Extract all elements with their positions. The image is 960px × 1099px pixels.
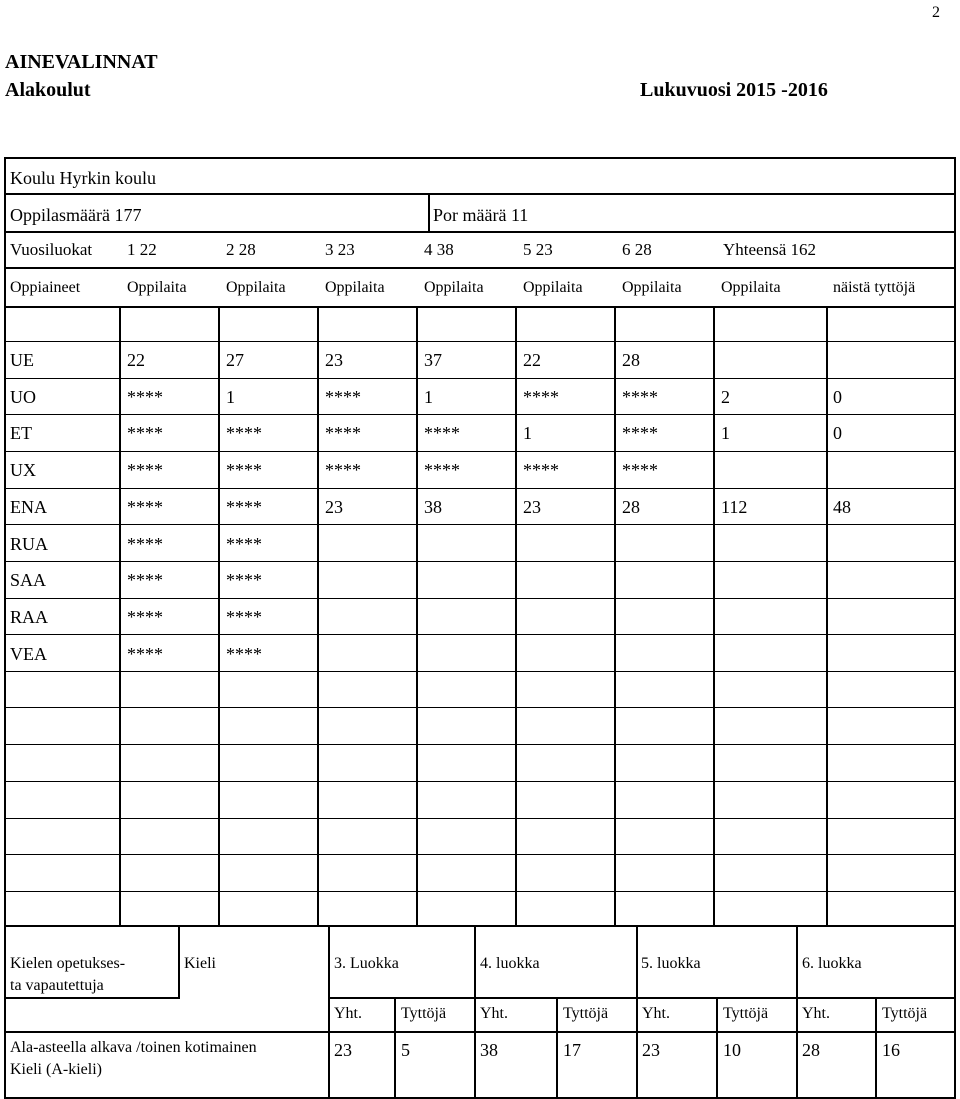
subject-name: UX xyxy=(10,460,36,480)
subject-cell: 37 xyxy=(424,350,442,370)
subject-cell: 22 xyxy=(127,350,145,370)
subject-cell: **** xyxy=(325,423,361,443)
subject-cell: 0 xyxy=(833,387,842,407)
subject-cell: **** xyxy=(127,607,163,627)
rule xyxy=(4,414,956,415)
subject-name: UE xyxy=(10,350,34,370)
exempt-label: Kielen opetukses- xyxy=(10,955,126,972)
subject-cell: **** xyxy=(226,460,262,480)
subject-cell: **** xyxy=(226,607,262,627)
subject-cell: 48 xyxy=(833,497,851,517)
subject-cell: **** xyxy=(226,497,262,517)
rule xyxy=(636,925,638,1099)
sub-header: Yht. xyxy=(480,1005,508,1022)
rule xyxy=(713,306,715,925)
rule xyxy=(4,818,956,819)
rule xyxy=(4,451,956,452)
subject-cell: **** xyxy=(127,534,163,554)
sub-header: Tyttöjä xyxy=(723,1005,769,1022)
grade-4: 4 38 xyxy=(424,240,454,259)
rule xyxy=(4,744,956,745)
rule xyxy=(4,341,956,342)
subject-cell: **** xyxy=(622,387,658,407)
school-name: Koulu Hyrkin koulu xyxy=(10,168,156,188)
grades-label: Vuosiluokat xyxy=(10,240,93,259)
grade-6: 6 28 xyxy=(622,240,652,259)
rule xyxy=(474,925,476,1099)
rule xyxy=(218,306,220,925)
page-number: 2 xyxy=(932,4,940,21)
subject-cell: 112 xyxy=(721,497,748,517)
rule xyxy=(416,306,418,925)
language-value: 17 xyxy=(563,1040,581,1060)
grade-header: 6. luokka xyxy=(802,955,862,972)
language-value: 28 xyxy=(802,1040,820,1060)
rule xyxy=(4,193,956,195)
column-header: Oppilaita xyxy=(424,279,484,296)
rule xyxy=(4,925,956,927)
column-header: Oppilaita xyxy=(523,279,583,296)
rule xyxy=(4,781,956,782)
subject-cell: **** xyxy=(127,460,163,480)
rule xyxy=(428,193,430,231)
sub-header: Tyttöjä xyxy=(401,1005,447,1022)
subject-name: ENA xyxy=(10,497,47,517)
rule xyxy=(394,997,396,1099)
sub-header: Yht. xyxy=(642,1005,670,1022)
grade-header: 5. luokka xyxy=(641,955,701,972)
subject-cell: **** xyxy=(226,644,262,664)
rule xyxy=(4,891,956,892)
subject-cell: **** xyxy=(622,460,658,480)
rule xyxy=(4,231,956,233)
document-title: AINEVALINNAT xyxy=(5,51,158,73)
subject-cell: 1 xyxy=(523,423,532,443)
subject-cell: **** xyxy=(226,534,262,554)
grade-5: 5 23 xyxy=(523,240,553,259)
subject-cell: 28 xyxy=(622,497,640,517)
rule xyxy=(328,997,956,999)
grade-header: 3. Luokka xyxy=(334,955,399,972)
subject-cell: 23 xyxy=(523,497,541,517)
grade-2: 2 28 xyxy=(226,240,256,259)
column-header: Oppiaineet xyxy=(10,279,81,296)
subject-cell: **** xyxy=(523,387,559,407)
language-value: 23 xyxy=(642,1040,660,1060)
sub-header: Tyttöjä xyxy=(882,1005,928,1022)
language-label: Kieli xyxy=(184,955,216,972)
subject-cell: 1 xyxy=(226,387,235,407)
subject-name: VEA xyxy=(10,644,47,664)
subject-name: UO xyxy=(10,387,36,407)
subject-cell: **** xyxy=(424,460,460,480)
rule xyxy=(515,306,517,925)
subject-cell: 1 xyxy=(721,423,730,443)
rule xyxy=(4,306,956,308)
rule xyxy=(875,997,877,1099)
rule xyxy=(4,997,180,999)
rule xyxy=(119,306,121,925)
rule xyxy=(4,598,956,599)
sub-header: Yht. xyxy=(334,1005,362,1022)
exempt-label: ta vapautettuja xyxy=(10,977,104,994)
rule xyxy=(4,634,956,635)
sub-header: Yht. xyxy=(802,1005,830,1022)
grade-3: 3 23 xyxy=(325,240,355,259)
subject-cell: **** xyxy=(325,387,361,407)
rule xyxy=(614,306,616,925)
rule xyxy=(4,267,956,269)
subject-cell: 1 xyxy=(424,387,433,407)
subject-cell: **** xyxy=(622,423,658,443)
rule xyxy=(317,306,319,925)
a-language-label: Ala-asteella alkava /toinen kotimainen xyxy=(10,1039,257,1056)
subject-name: RUA xyxy=(10,534,49,554)
sub-header: Tyttöjä xyxy=(563,1005,609,1022)
rule xyxy=(4,707,956,708)
rule xyxy=(826,306,828,925)
language-value: 16 xyxy=(882,1040,900,1060)
subject-cell: **** xyxy=(127,423,163,443)
column-header: Oppilaita xyxy=(127,279,187,296)
rule xyxy=(4,671,956,672)
rule xyxy=(4,488,956,489)
column-header: Oppilaita xyxy=(721,279,781,296)
rule xyxy=(4,561,956,562)
subject-cell: **** xyxy=(226,570,262,590)
column-header: Oppilaita xyxy=(325,279,385,296)
subject-name: ET xyxy=(10,423,32,443)
column-header: Oppilaita xyxy=(226,279,286,296)
subject-cell: 23 xyxy=(325,497,343,517)
subject-cell: **** xyxy=(127,644,163,664)
rule xyxy=(556,997,558,1099)
subject-cell: **** xyxy=(226,423,262,443)
rule xyxy=(178,925,180,997)
language-value: 38 xyxy=(480,1040,498,1060)
a-language-label: Kieli (A-kieli) xyxy=(10,1061,102,1078)
document-subtitle: Alakoulut xyxy=(5,79,91,101)
subject-cell: 38 xyxy=(424,497,442,517)
column-header: näistä tyttöjä xyxy=(833,279,916,296)
student-count: Oppilasmäärä 177 xyxy=(10,205,142,225)
language-value: 5 xyxy=(401,1040,410,1060)
subject-cell: 28 xyxy=(622,350,640,370)
subject-cell: **** xyxy=(424,423,460,443)
grade-header: 4. luokka xyxy=(480,955,540,972)
subject-cell: **** xyxy=(127,387,163,407)
rule xyxy=(716,997,718,1099)
subject-name: RAA xyxy=(10,607,49,627)
subject-cell: **** xyxy=(127,570,163,590)
subject-cell: **** xyxy=(325,460,361,480)
por-count: Por määrä 11 xyxy=(433,205,529,225)
rule xyxy=(796,925,798,1099)
subject-cell: 22 xyxy=(523,350,541,370)
column-header: Oppilaita xyxy=(622,279,682,296)
grade-1: 1 22 xyxy=(127,240,157,259)
grades-total: Yhteensä 162 xyxy=(723,240,817,259)
subject-cell: 2 xyxy=(721,387,730,407)
subject-cell: 0 xyxy=(833,423,842,443)
subject-cell: **** xyxy=(523,460,559,480)
language-value: 23 xyxy=(334,1040,352,1060)
subject-cell: **** xyxy=(127,497,163,517)
school-year: Lukuvuosi 2015 -2016 xyxy=(640,79,828,101)
rule xyxy=(4,854,956,855)
rule xyxy=(328,925,330,1099)
rule xyxy=(4,524,956,525)
subject-cell: 27 xyxy=(226,350,244,370)
rule xyxy=(4,378,956,379)
rule xyxy=(4,1031,956,1033)
language-value: 10 xyxy=(723,1040,741,1060)
subject-name: SAA xyxy=(10,570,47,590)
subject-cell: 23 xyxy=(325,350,343,370)
